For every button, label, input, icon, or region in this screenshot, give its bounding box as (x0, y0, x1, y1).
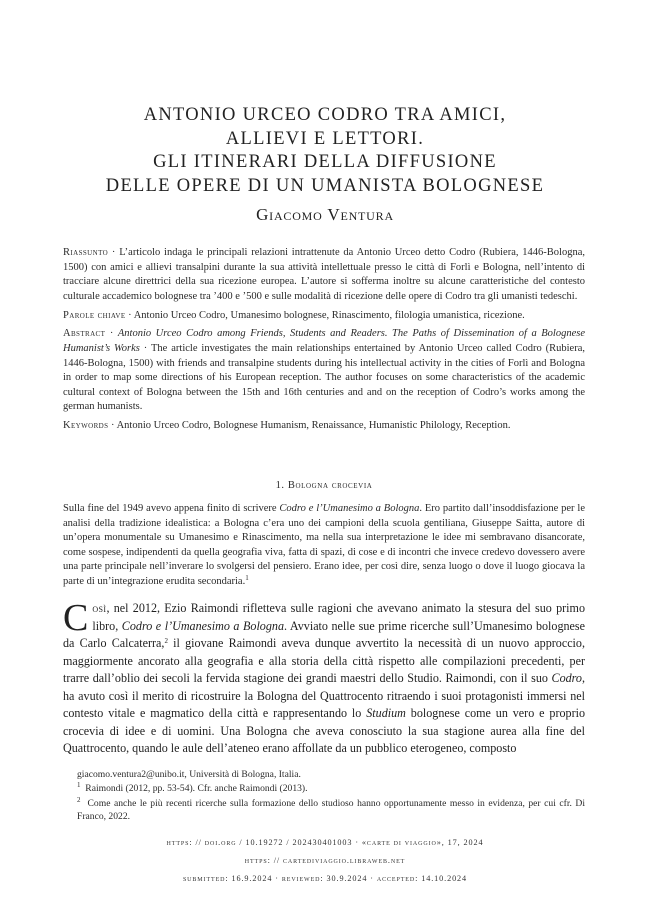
body-paragraph (63, 597, 585, 758)
body-text: il giovane Raimondi aveva dunque avvertito la necessità di un nuovo approccio, maggiormente ancorato alla geografia e alla storia della città rispetto alle compilazioni precedenti, per trarre dall’oblio dei secoli la fervida stagione dei grandi maestri dello Studio. Raimondi, con il suo (63, 636, 585, 685)
drop-cap: C (63, 597, 89, 639)
separator: · (108, 420, 117, 432)
author-name: Giacomo Ventura (256, 205, 394, 224)
body-text: . Avviato nelle sue prime ricerche sull’Umanesimo bolognese da Carlo Calcaterra, (63, 618, 585, 650)
footnote-mark: 1 (77, 781, 81, 790)
latin-term: Studium (366, 706, 406, 720)
riassunto-text: L’articolo indaga le principali relazioni intrattenute da Antonio Urceo detto Codro (Rubiera, 1446-Bologna, 1500) con amici e allievi transalpini durante la sua attività intellettuale presso le città di Forlì e Bologna, nell’intento di tracciare alcune direttrici della sua ricezione europea. L’autore si sofferma inoltre su alcune caratteristiche del contesto culturale accademico bolognese tra ’400 e ’500 e sulle modalità di ricezione delle opere di Codro tra gli umanisti tedeschi. (63, 247, 585, 302)
quote-text: Sulla fine del 1949 avevo appena finito di scrivere (63, 503, 280, 514)
quote-book-title: Codro e l’Umanesimo a Bologna (279, 503, 420, 514)
article-title (40, 104, 610, 198)
abstract-label: Abstract (63, 328, 106, 340)
journal-url[interactable]: https: // cartediviaggio.libraweb.net (244, 856, 406, 865)
footnote-text: Come anche le più recenti ricerche sulla formazione dello studioso hanno opportunamente messo in evidenza, per cui cfr. Di Franco, 2022. (77, 797, 585, 823)
book-title: Codro e l’Umanesimo a Bologna (121, 618, 284, 633)
footnote-1 (63, 782, 585, 795)
footnotes (63, 768, 585, 825)
title-line: ALLIEVI E LETTORI. (225, 128, 425, 149)
separator: · (125, 309, 134, 321)
parole-chiave-text: Antonio Urceo Codro, Umanesimo bolognese, Rinascimento, filologia umanistica, ricezione. (133, 309, 525, 321)
footnote-text: Raimondi (2012, pp. 53-54). Cfr. anche Raimondi (2013). (85, 783, 308, 795)
abstract-paragraph (63, 327, 585, 415)
footnote-2 (63, 797, 585, 824)
quote-text: . Ero partito dall’insoddisfazione per le analisi della tradizione idealistica: a Bologna c’era uno dei campioni della scuola gentiliana, Giuseppe Saitta, autore di un’opera monumentale su Umanesimo e Rinascimento, ma nella sua interpretazione le idee mi sembravano disancorate, come sospese, indipendenti da quella geografia viva, fatta di spazi, di cose e di incontri che invece credevo dovessero avere una parte principale nell’inverare lo svolgersi del pensiero. Erano idee, per così dire, senza luogo o dove il luogo giocava la parte di un’integrazione erudita secondaria. (63, 503, 585, 587)
abstract-english-title: Antonio Urceo Codro among Friends, Students and Readers. The Paths of Dissemination of a Bolognese Humanist’s Works (63, 328, 585, 354)
submission-dates: submitted: 16.9.2024 · reviewed: 30.9.2024 · accepted: 14.10.2024 (182, 874, 468, 883)
riassunto-paragraph (63, 246, 585, 304)
doi-line[interactable]: https: // doi.org / 10.19272 / 202430401003 · «carte di viaggio», 17, 2024 (166, 838, 484, 847)
book-title: Codro (551, 671, 582, 685)
body-text: , nel 2012, Ezio Raimondi rifletteva sulle ragioni che avevano animato la stesura del suo primo libro, (92, 601, 585, 633)
separator: · (108, 247, 120, 258)
parole-chiave-paragraph (63, 309, 585, 324)
separator: · (105, 328, 118, 340)
footnote-ref[interactable]: 2 (164, 637, 168, 645)
title-line: DELLE OPERE DI UN UMANISTA BOLOGNESE (105, 175, 545, 196)
parole-chiave-label: Parole chiave (63, 309, 126, 321)
first-word: osì (92, 601, 107, 615)
author-affiliation: giacomo.ventura2@unibo.it, Università di Bologna, Italia. (77, 769, 301, 780)
keywords-label: Keywords (63, 420, 109, 432)
footnote-ref[interactable]: 1 (245, 573, 249, 582)
abstract-block (63, 246, 585, 438)
abstract-text: · The article investigates the main relationships entertained by Antonio Urceo called Codro (Rubiera, 1446-Bologna, 1500) with friends and transalpine students during his intellectual activity in the cities of Forlì and Bologna in order to map some directions of his European reception. The author focuses on some characteristics of the academic cultural context of Bologna between the 15th and 16th centuries and and on the reception of Codro’s works among the german humanists. (63, 342, 585, 413)
riassunto-label: Riassunto (63, 247, 109, 258)
body-text: , ha avuto così il merito di ricostruire la Bologna del Quattrocento ritraendo i suoi protagonisti immersi nel contesto vitale e magmatico della città e rappresentando lo (63, 671, 585, 720)
title-line: GLI ITINERARI DELLA DIFFUSIONE (153, 152, 497, 172)
epigraph-quote (63, 502, 585, 590)
keywords-text: Antonio Urceo Codro, Bolognese Humanism, Renaissance, Humanistic Philology, Reception. (116, 420, 511, 432)
keywords-paragraph (63, 419, 585, 434)
body-text: bolognese come un vero e proprio crocevia di idee e di uomini. Una Bologna che aveva conosciuto la sua stagione aurea alla fine del Quattrocento, quando le aule dell’ateneo erano affollate da un pubblico eterogeneo, composto (63, 706, 585, 755)
title-line: ANTONIO URCEO CODRO TRA AMICI, (143, 105, 507, 125)
footnote-mark: 2 (77, 795, 81, 804)
section-heading: 1. Bologna crocevia (275, 480, 373, 491)
